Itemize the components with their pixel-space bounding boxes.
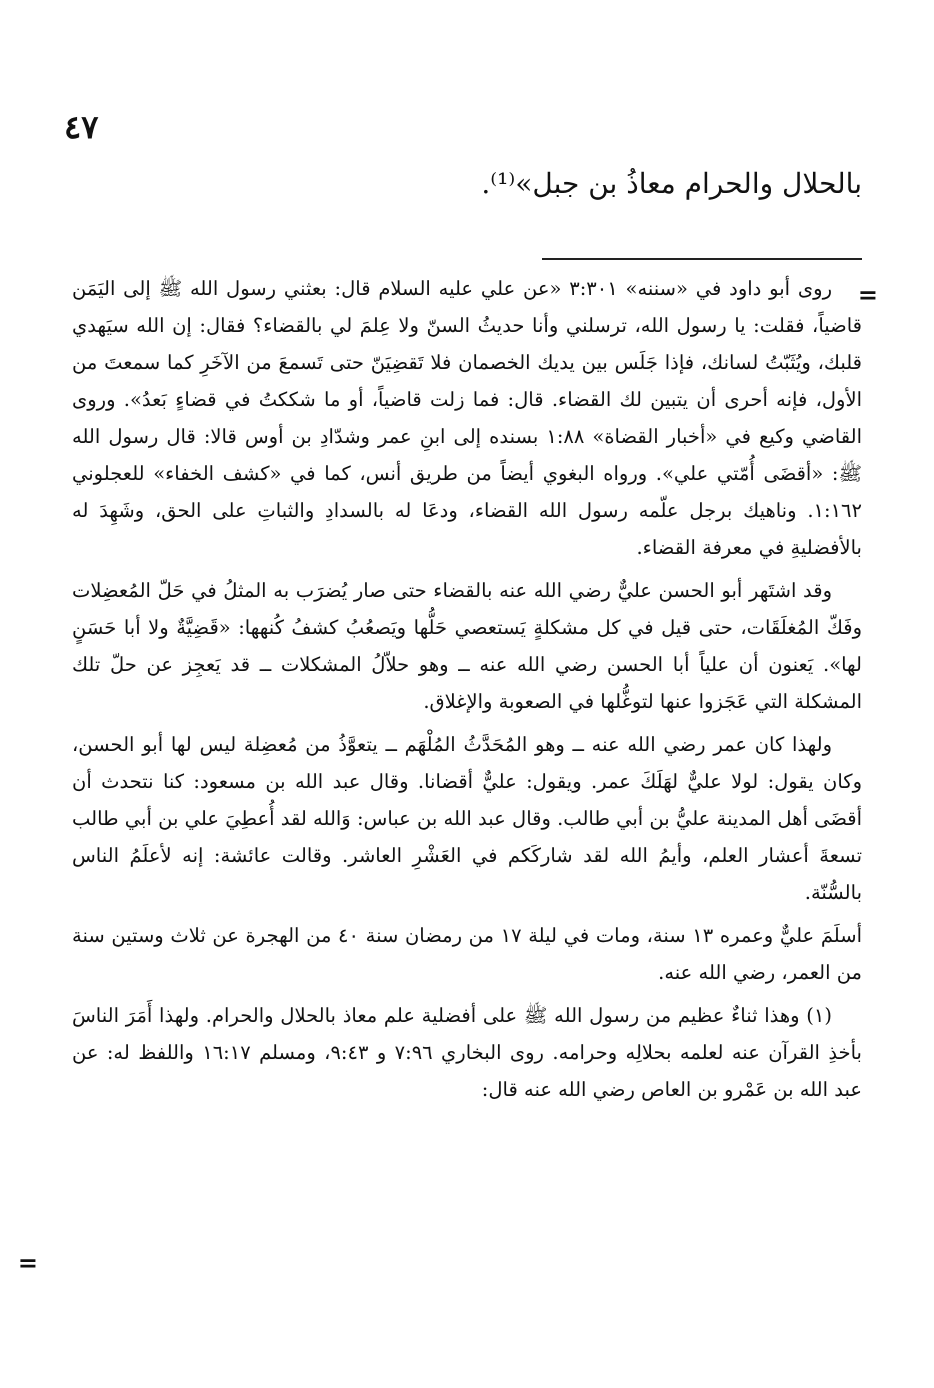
continuation-mark-bottom: =	[17, 1248, 38, 1277]
continuation-mark-top: =	[857, 280, 878, 309]
page-number: ٤٧	[64, 108, 99, 146]
footnote-paragraph-1: روى أبو داود في «سننه» ٣:٣٠١ «عن علي عليه السلام قال: بعثني رسول الله ﷺ إلى اليَمَن قاضياً، فقلت: يا رسول الله، ترسلني وأنا حديثُ السنّ ولا عِلمَ لي بالقضاء؟ فقال: إن الله سيَهدي قلبك، ويُثَبّتُ لسانك، فإذا جَلَس بين يديك الخصمان فلا تَقضِيَنّ حتى تَسمعَ من الآخَرِ كما سمعتَ من الأول، فإنه أحرى أن يتبين لك القضاء. قال: فما زلت قاضياً، أو ما شككتُ في قضاءٍ بَعدُ». وروى القاضي وكيع في «أخبار القضاة» ١:٨٨ بسنده إلى ابنِ عمر وشدّادِ بن أوس قالا: قال رسول الله ﷺ: «أقضَى أُمّتي علي». ورواه البغوي أيضاً من طريق أنس، كما في «كشف الخفاء» للعجلوني ١:١٦٢. وناهيك برجل علّمه رسول الله القضاء، ودعَا له بالسدادِ والثباتِ على الحق، وشَهِدَ له بالأفضليةِ في معرفة القضاء.	[72, 277, 862, 559]
footnotes-block	[72, 270, 862, 1114]
footnote-paragraph-2: وقد اشتَهر أبو الحسن عليٌّ رضي الله عنه بالقضاء حتى صار يُضرَب به المثلُ في حَلّ المُعضِلات وفَكّ المُغلَقَات، حتى قيل في كل مشكلةٍ يَستعصي حَلُّها ويَصعُبُ كشفُ كُنهها: «قَضِيَّةٌ ولا أبا حَسَنٍ لها». يَعنون أن علياً أبا الحسن رضي الله عنه ــ وهو حلاّلُ المشكلات ــ قد يَعجِز عن حلّ تلك المشكلة التي عَجَزوا عنها لتوغُّلها في الصعوبة والإغلاق.	[72, 579, 862, 713]
footnote-paragraph-5: (١) وهذا ثناءٌ عظيم من رسول الله ﷺ على أفضلية علم معاذ بالحلال والحرام. ولهذا أَمَرَ الناسَ بأخذِ القرآن عنه لعلمه بحلالِه وحرامه. روى البخاري ٧:٩٦ و ٩:٤٣، ومسلم ١٦:١٧ واللفظ له: عن عبد الله بن عَمْرو بن العاص رضي الله عنه قال:	[72, 1004, 862, 1101]
footnote-separator	[542, 258, 862, 260]
footnote-paragraph-3: ولهذا كان عمر رضي الله عنه ــ وهو المُحَدَّثُ المُلْهَم ــ يتعوَّذُ من مُعضِلة ليس لها أبو الحسن، وكان يقول: لولا عليٌّ لهَلَكَ عمر. ويقول: عليٌّ أقضانا. وقال عبد الله بن مسعود: كنا نتحدث أن أقضَى أهل المدينة عليُّ بن أبي طالب. وقال عبد الله بن عباس: وَالله لقد أُعطِيَ علي بن أبي طالب تسعةَ أعشار العلم، وأيمُ الله لقد شاركَكم في العَشْرِ العاشر. وقالت عائشة: إنه لأعلَمُ الناس بالسُّنّة.	[72, 733, 862, 904]
footnote-paragraph-4: أسلَمَ عليٌّ وعمره ١٣ سنة، ومات في ليلة ١٧ من رمضان سنة ٤٠ من الهجرة عن ثلاث وستين سنة من العمر، رضي الله عنه.	[72, 924, 863, 984]
main-text-line: بالحلال والحرام معاذُ بن جبل»⁽¹⁾.	[481, 167, 862, 200]
